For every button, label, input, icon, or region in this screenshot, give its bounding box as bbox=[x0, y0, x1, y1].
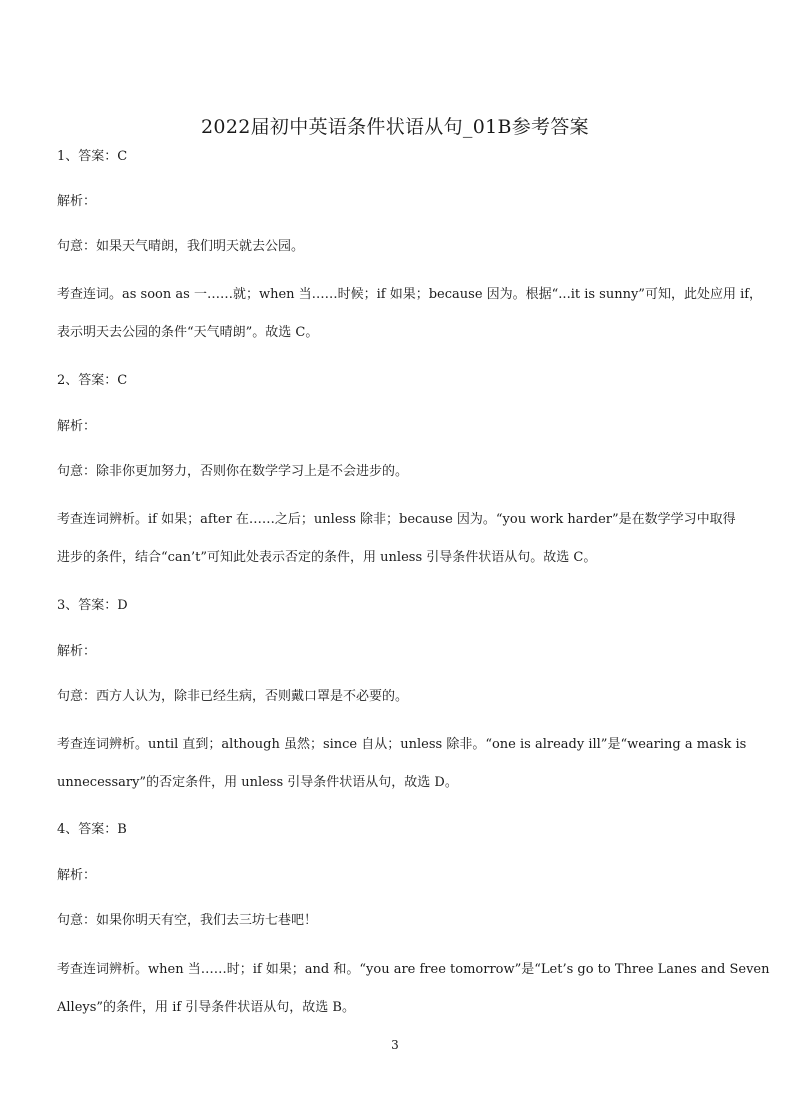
q4-explanation-line2: Alleys”的条件，用 if 引导条件状语从句，故选 B。 bbox=[57, 1000, 355, 1015]
q1-explanation-line2: 表示明天去公园的条件“天气晴朗”。故选 C。 bbox=[57, 325, 319, 340]
q3-explanation-line2: unnecessary”的否定条件，用 unless 引导条件状语从句，故选 D。 bbox=[57, 775, 458, 790]
q2-meaning: 句意：除非你更加努力，否则你在数学学习上是不会进步的。 bbox=[57, 464, 409, 479]
q2-analysis-label: 解析： bbox=[57, 419, 97, 434]
q3-analysis-label: 解析： bbox=[57, 644, 97, 659]
q4-analysis-label: 解析： bbox=[57, 868, 97, 883]
q4-meaning: 句意：如果你明天有空，我们去三坊七巷吧！ bbox=[57, 913, 318, 928]
q3-meaning: 句意：西方人认为，除非已经生病，否则戴口罩是不必要的。 bbox=[57, 689, 409, 704]
q1-explanation-line1: 考查连词。as soon as 一……就；when 当……时候；if 如果；because 因为。根据“...it is sunny”可知，此处应用 if， bbox=[57, 287, 763, 302]
q2-explanation-line1: 考查连词辨析。if 如果；after 在……之后；unless 除非；because 因为。“you work harder”是在数学学习中取得 bbox=[57, 512, 736, 527]
q2-explanation-line2: 进步的条件，结合“can’t”可知此处表示否定的条件，用 unless 引导条件状语从句。故选 C。 bbox=[57, 550, 597, 565]
q3-answer: 3、答案：D bbox=[57, 598, 128, 613]
q2-answer: 2、答案：C bbox=[57, 373, 128, 388]
q3-explanation-line1: 考查连词辨析。until 直到；although 虽然；since 自从；unless 除非。“one is already ill”是“wearing a mask is bbox=[57, 737, 747, 752]
q4-answer: 4、答案：B bbox=[57, 822, 127, 837]
q1-meaning: 句意：如果天气晴朗，我们明天就去公园。 bbox=[57, 239, 305, 254]
q1-analysis-label: 解析： bbox=[57, 194, 97, 209]
page-number: 3 bbox=[391, 1038, 399, 1052]
q1-answer: 1、答案：C bbox=[57, 149, 128, 164]
page-title: 2022届初中英语条件状语从句_01B参考答案 bbox=[201, 116, 589, 138]
q4-explanation-line1: 考查连词辨析。when 当……时；if 如果；and 和。“you are free tomorrow”是“Let’s go to Three Lanes and Seven bbox=[57, 962, 770, 977]
